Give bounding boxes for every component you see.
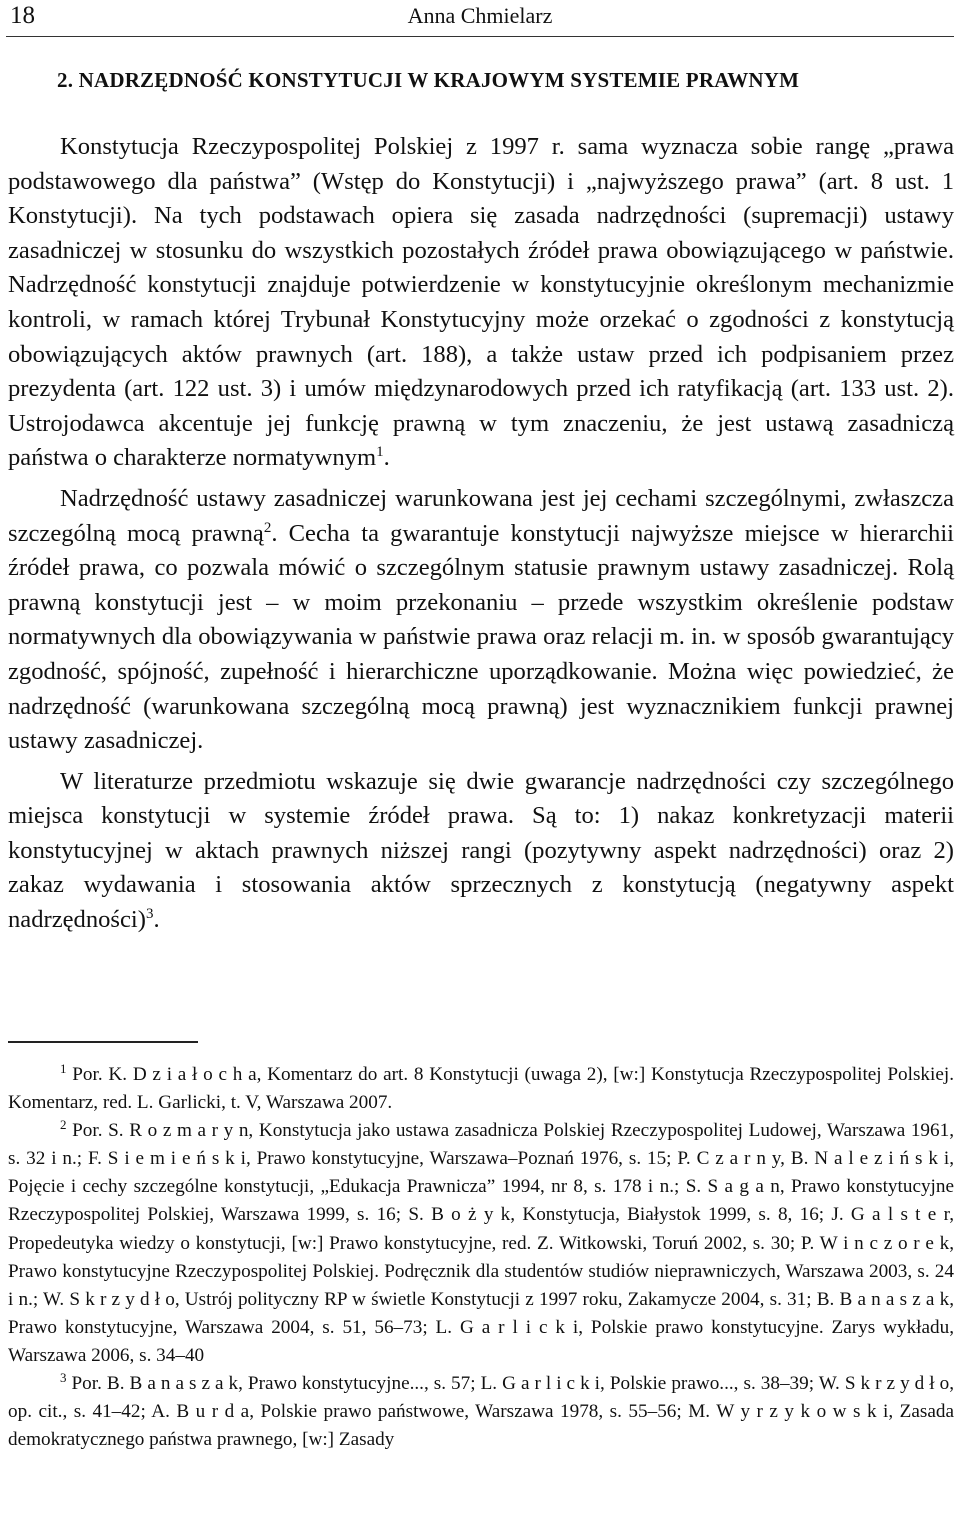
- paragraph-1-text: Konstytucja Rzeczypospolitej Polskiej z 1997 r. sama wyznacza sobie rangę „prawa podstawowego dla państwa” (Wstęp do Konstytucji) i „najwyższego prawa” (art. 8 ust. 1 Konstytucji). Na tych podstawach opiera się zasada nadrzędności (supremacji) ustawy zasadniczej w stosunku do wszystkich pozostałych źródeł prawa obowiązującego w państwie. Nadrzędność konstytucji znajduje potwierdzenie w konstytucyjnie określonym mechanizmie kontroli, w ramach której Trybunał Konstytucyjny może orzekać o zgodności z konstytucją obowiązujących aktów prawnych (art. 188), a także ustaw przed ich podpisaniem przez prezydenta (art. 122 ust. 3) i umów międzynarodowych przed ich ratyfikacją (art. 133 ust. 2). Ustrojodawca akcentuje jej funkcję prawną w tym znaczeniu, że jest ustawą zasadniczą państwa o charakterze normatywnym: [8, 133, 954, 472]
- footnotes: [8, 1061, 954, 1454]
- footnote-1: [8, 1061, 954, 1117]
- footnote-1-number: 1: [60, 1061, 67, 1076]
- footnote-2: [8, 1117, 954, 1370]
- footnote-ref-2[interactable]: 2: [263, 519, 272, 536]
- footnote-3: [8, 1370, 954, 1454]
- paragraph-2: [8, 482, 954, 759]
- paragraph-1-end: .: [383, 444, 390, 472]
- footnote-1-text: Por. K. D z i a ł o c h a, Komentarz do art. 8 Konstytucji (uwaga 2), [w:] Konstytucja Rzeczypospolitej Polskiej. Komentarz, red. L. Garlicki, t. V, Warszawa 2007.: [8, 1064, 955, 1114]
- running-head-author: Anna Chmielarz: [407, 3, 553, 28]
- footnote-separator: [8, 1041, 198, 1043]
- footnote-2-number: 2: [60, 1117, 67, 1133]
- footnote-3-text: Por. B. B a n a s z a k, Prawo konstytucyjne..., s. 57; L. G a r l i c k i, Polskie prawo..., s. 38–39; W. S k r z y d ł o, op. cit., s. 41–42; A. B u r d a, Polskie prawo państwowe, Warszawa 1978, s. 55–56; M. W y r z y k o w s k i, Zasada demokratycznego państwa prawnego, [w:] Zasady: [8, 1373, 954, 1451]
- paragraph-1: [8, 130, 954, 476]
- paragraph-2-text: Nadrzędność ustawy zasadniczej warunkowana jest jej cechami szczególnymi, zwłaszcza szczególną mocą prawną: [8, 484, 954, 547]
- footnote-ref-3[interactable]: 3: [145, 906, 154, 923]
- page-number: 18: [10, 2, 35, 29]
- footnote-3-number: 3: [60, 1370, 67, 1386]
- paragraph-3-text: W literaturze przedmiotu wskazuje się dwie gwarancje nadrzędności czy szczególnego miejsca konstytucji w systemie źródeł prawa. Są to: 1) nakaz konkretyzacji materii konstytucyjnej w aktach prawnych niższej rangi (pozytywny aspekt nadrzędności) oraz 2) zakaz wydawania i stosowania aktów sprzecznych z konstytucją (negatywny aspekt nadrzędności): [8, 767, 954, 934]
- page-header: [0, 0, 960, 38]
- footnote-ref-1[interactable]: 1: [376, 444, 384, 461]
- paragraph-3-end: .: [153, 906, 160, 934]
- section-heading: 2. NADRZĘDNOŚĆ KONSTYTUCJI W KRAJOWYM SYSTEMIE PRAWNYM: [57, 68, 800, 92]
- paragraph-3: [8, 765, 954, 938]
- footnote-2-text: Por. S. R o z m a r y n, Konstytucja jako ustawa zasadnicza Polskiej Rzeczypospolitej Ludowej, Warszawa 1961, s. 32 i n.; F. S i e m i e ń s k i, Prawo konstytucyjne, Warszawa–Poznań 1976, s. 15; P. C z a r n y, B. N a l e z i ń s k i, Pojęcie i cechy szczególne konstytucji, „Edukacja Prawnicza” 1994, nr 8, s. 178 i n.; S. S a g a n, Prawo konstytucyjne Rzeczypospolitej Polskiej, Warszawa 1999, s. 16; S. B o ż y k, Konstytucja, Białystok 1999, s. 8, 16; J. G a l s t e r, Propedeutyka wiedzy o konstytucji, [w:] Prawo konstytucyjne, red. Z. Witkowski, Toruń 2002, s. 30; P. W i n c z o r e k, Prawo konstytucyjne Rzeczypospolitej Polskiej. Podręcznik dla studentów studiów nieprawniczych, Warszawa 2003, s. 24 i n.; W. S k r z y d ł o, Ustrój polityczny RP w świetle Konstytucji z 1997 roku, Zakamycze 2004, s. 31; B. B a n a s z a k, Prawo konstytucyjne, Warszawa 2004, s. 51, 56–73; L. G a r l i c k i, Polskie prawo konstytucyjne. Zarys wykładu, Warszawa 2006, s. 34–40: [8, 1120, 955, 1366]
- header-rule: [6, 36, 954, 37]
- paragraph-2-rest: . Cecha ta gwarantuje konstytucji najwyższe miejsce w hierarchii źródeł prawa, co pozwala mówić o szczególnym statusie prawnym ustawy zasadniczej. Rolą prawną konstytucji jest – w moim przekonaniu – przede wszystkim określenie podstaw normatywnych dla obowiązywania w państwie prawa oraz relacji m. in. w sposób gwarantujący zgodność, spójność, zupełność i hierarchiczne uporządkowanie. Można więc powiedzieć, że nadrzędność (warunkowana szczególną mocą prawną) jest wyznacznikiem funkcji prawnej ustawy zasadniczej.: [8, 519, 954, 755]
- body-text: [8, 130, 954, 938]
